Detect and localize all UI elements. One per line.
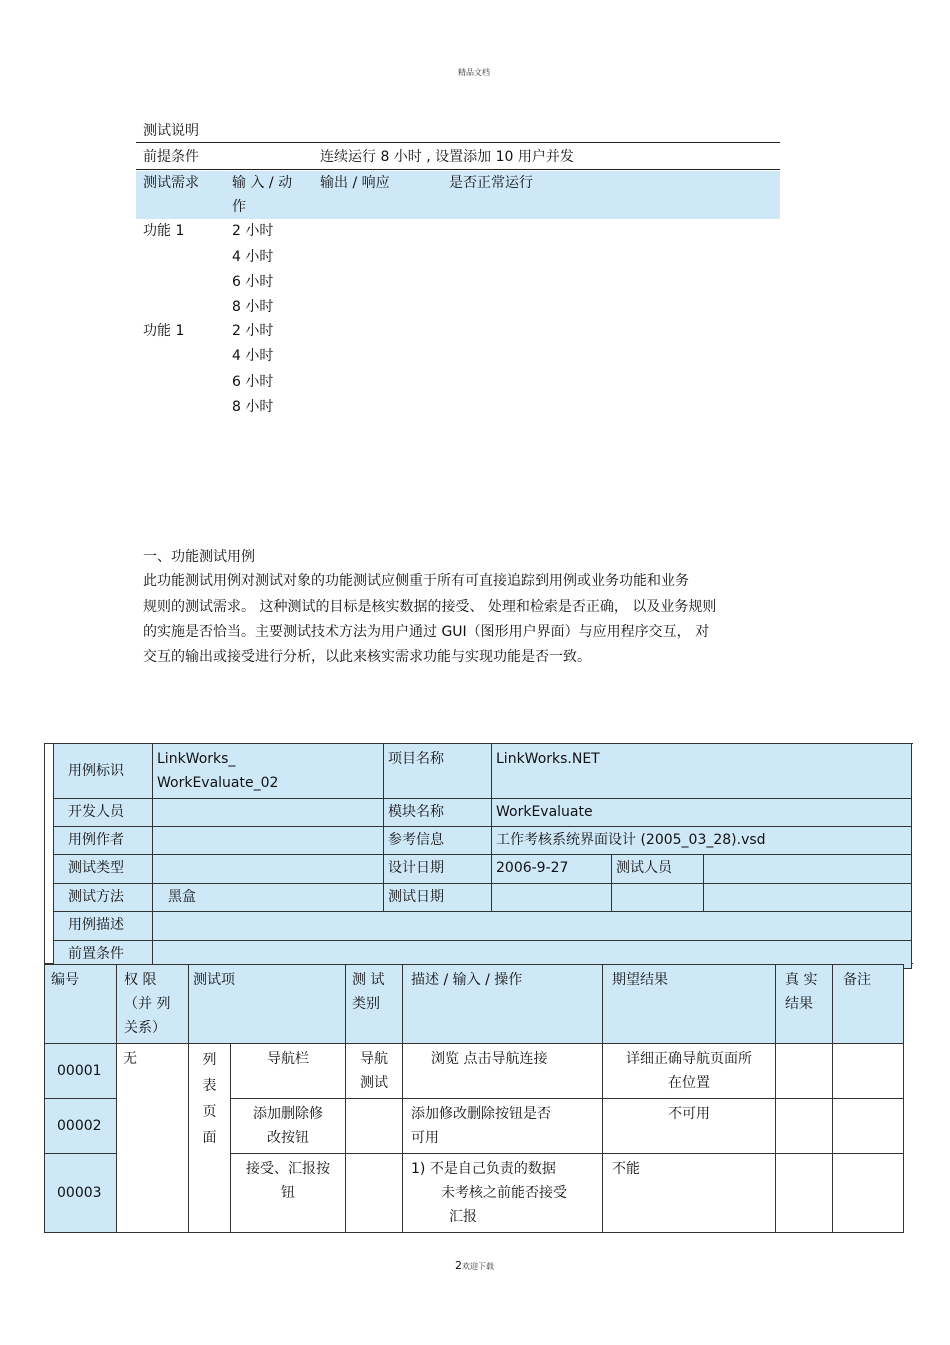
row-description-line1: 1) 不是自己负责的数据 [411, 1161, 556, 1177]
reference-value: 工作考核系统界面设计 (2005_03_28).vsd [492, 827, 912, 855]
row-no: 00003 [45, 1154, 117, 1233]
col-input-action: 输 入 / 动 [232, 175, 293, 191]
row-item [231, 1154, 346, 1233]
hdr-permission-line1: 权 限 [124, 972, 157, 988]
precondition-value: 连续运行 8 小时 , 设置添加 10 用户并发 [320, 149, 574, 165]
hdr-test-type-line2: 类别 [352, 996, 380, 1012]
developer-value [153, 799, 384, 827]
row-type-line1: 导航 [360, 1051, 388, 1067]
test-date-label: 测试日期 [384, 884, 492, 912]
type-label: 测试类型 [54, 855, 153, 884]
page-number-value: 2 [455, 1259, 462, 1272]
row-item: 导航栏 [231, 1044, 346, 1099]
hdr-test-type [346, 965, 403, 1044]
page-group-char: 表 [202, 1078, 217, 1094]
row-actual [776, 1154, 833, 1233]
tester-label: 测试人员 [612, 855, 704, 884]
row-actual [776, 1044, 833, 1099]
hdr-actual-line1: 真 实 [785, 972, 818, 988]
hdr-permission-line2: （并 列 [124, 996, 171, 1012]
row-item-line2: 改按钮 [267, 1130, 309, 1146]
row-expected: 不可用 [603, 1099, 776, 1154]
case-table [44, 964, 904, 1233]
hdr-actual [776, 965, 833, 1044]
design-date-label: 设计日期 [384, 855, 492, 884]
func-label: 功能 1 [143, 323, 185, 339]
row-item-line2: 钮 [281, 1185, 295, 1201]
col-normal: 是否正常运行 [449, 175, 533, 191]
hdr-expected: 期望结果 [603, 965, 776, 1044]
hour-item: 6 小时 [232, 374, 274, 390]
row-type [346, 1154, 403, 1233]
author-label: 用例作者 [54, 827, 153, 855]
hdr-test-type-line1: 测 试 [352, 972, 385, 988]
header-note: 精品文档 [458, 68, 490, 77]
row-description-line2: 可用 [411, 1130, 439, 1146]
hour-item: 2 小时 [232, 223, 274, 239]
page-group-char: 面 [202, 1130, 217, 1146]
developer-label: 开发人员 [54, 799, 153, 827]
hour-item: 6 小时 [232, 274, 274, 290]
row-type-line2: 测试 [360, 1075, 388, 1091]
hdr-permission [117, 965, 189, 1044]
permission-value: 无 [117, 1044, 189, 1233]
row-remark [833, 1099, 904, 1154]
col-input-action-wrap: 作 [232, 199, 246, 215]
hour-item: 8 小时 [232, 299, 274, 315]
section-line: 交互的输出或接受进行分析，以此来核实需求功能与实现功能是否一致。 [143, 649, 591, 665]
func-label: 功能 1 [143, 223, 185, 239]
row-description-line3: 汇报 [449, 1209, 477, 1225]
hour-item: 4 小时 [232, 348, 274, 364]
page-number [455, 1259, 494, 1272]
row-expected-line1: 详细正确导航页面所 [626, 1051, 752, 1067]
row-expected-line2: 在位置 [668, 1075, 710, 1091]
tester-value [704, 855, 912, 884]
row-expected: 不能 [603, 1154, 776, 1233]
reference-label: 参考信息 [384, 827, 492, 855]
row-type [346, 1099, 403, 1154]
case-info-table [53, 743, 912, 969]
hdr-actual-line2: 结果 [785, 996, 813, 1012]
precond-label: 前置条件 [54, 941, 153, 969]
row-description: 浏览 点击导航连接 [403, 1044, 603, 1099]
row-no: 00002 [45, 1099, 117, 1154]
row-description [403, 1099, 603, 1154]
row-no: 00001 [45, 1044, 117, 1099]
hdr-remark: 备注 [833, 965, 904, 1044]
col-requirement: 测试需求 [143, 175, 199, 191]
section-line: 的实施是否恰当。主要测试技术方法为用户通过 GUI（图形用户界面）与应用程序交互， 对 [143, 624, 710, 640]
id-value [153, 744, 384, 799]
module-value: WorkEvaluate [492, 799, 912, 827]
id-label: 用例标识 [54, 744, 153, 799]
page-group-char: 列 [202, 1052, 217, 1068]
design-date-value: 2006-9-27 [492, 855, 612, 884]
hdr-test-item: 测试项 [189, 965, 346, 1044]
page-group [189, 1044, 231, 1233]
id-value-line2: WorkEvaluate_02 [157, 775, 279, 791]
hdr-no: 编号 [45, 965, 117, 1044]
method-label: 测试方法 [54, 884, 153, 912]
row-item-line1: 添加删除修 [253, 1106, 323, 1122]
test-date-extra-2 [704, 884, 912, 912]
test-date-value [492, 884, 612, 912]
hour-item: 2 小时 [232, 323, 274, 339]
row-description [403, 1154, 603, 1233]
hour-item: 8 小时 [232, 399, 274, 415]
hdr-permission-line3: 关系） [124, 1020, 166, 1036]
row-description-line2: 未考核之前能否接受 [441, 1185, 567, 1201]
project-label: 项目名称 [384, 744, 492, 799]
row-expected [603, 1044, 776, 1099]
precondition-label: 前提条件 [143, 149, 199, 165]
footer-note: 欢迎下载 [462, 1262, 494, 1271]
type-value [153, 855, 384, 884]
col-output: 输出 / 响应 [320, 175, 390, 191]
project-value: LinkWorks.NET [492, 744, 912, 799]
hour-item: 4 小时 [232, 249, 274, 265]
hdr-description: 描述 / 输入 / 操作 [403, 965, 603, 1044]
section-line: 此功能测试用例对测试对象的功能测试应侧重于所有可直接追踪到用例或业务功能和业务 [143, 573, 689, 589]
desc-value [153, 912, 912, 941]
author-value [153, 827, 384, 855]
section-line: 规则的测试需求。 这种测试的目标是核实数据的接受、 处理和检索是否正确， 以及业务规则 [143, 599, 717, 615]
row-description-line1: 添加修改删除按钮是否 [411, 1106, 551, 1122]
test-date-extra [612, 884, 704, 912]
row-item [231, 1099, 346, 1154]
test-spec-top-rule [136, 142, 780, 143]
id-value-line1: LinkWorks_ [157, 751, 236, 767]
section-heading: 一、功能测试用例 [143, 549, 255, 565]
row-type [346, 1044, 403, 1099]
method-value: 黑盒 [153, 884, 384, 912]
test-spec-header-rule [136, 169, 780, 170]
row-item-line1: 接受、汇报按 [246, 1161, 330, 1177]
row-remark [833, 1044, 904, 1099]
row-actual [776, 1099, 833, 1154]
module-label: 模块名称 [384, 799, 492, 827]
page-group-char: 页 [202, 1104, 217, 1120]
row-remark [833, 1154, 904, 1233]
test-spec-title: 测试说明 [143, 123, 199, 139]
desc-label: 用例描述 [54, 912, 153, 941]
